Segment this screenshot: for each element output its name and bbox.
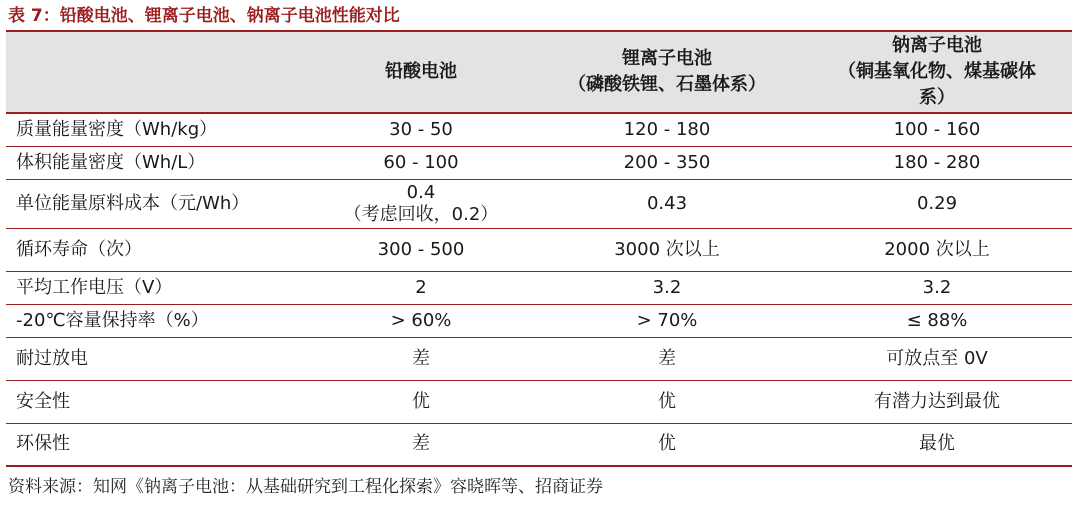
- table-row: [6, 271, 1072, 304]
- table-header-row: [6, 31, 1072, 113]
- source-note: 资料来源：知网《钠离子电池：从基础研究到工程化探索》容晓晖等、招商证券: [8, 477, 603, 497]
- cell-sodium-ion: 有潜力达到最优: [874, 390, 1000, 412]
- cell-sodium-ion: 3.2: [922, 276, 952, 298]
- row-label: 体积能量密度（Wh/L）: [16, 151, 206, 173]
- cell-sodium-ion: 180 - 280: [893, 151, 981, 173]
- cell-lead-acid: 优: [412, 390, 430, 412]
- header-lithium-ion: 锂离子电池 （磷酸铁锂、石墨体系）: [568, 48, 766, 95]
- cell-lead-acid-value: 0.4: [406, 181, 436, 203]
- table-row: [6, 304, 1072, 337]
- cell-sodium-ion: 最优: [919, 433, 955, 455]
- cell-lithium-ion: 差: [658, 347, 676, 369]
- row-label: 安全性: [16, 390, 70, 412]
- cell-lead-acid: 300 - 500: [377, 238, 465, 260]
- cell-sodium-ion: ≤ 88%: [906, 309, 968, 331]
- cell-sodium-ion: 0.29: [916, 192, 958, 214]
- cell-lead-acid-note: （考虑回收，0.2）: [343, 203, 499, 225]
- cell-lead-acid: 差: [412, 347, 430, 369]
- row-label: 环保性: [16, 433, 70, 455]
- cell-lithium-ion: > 70%: [636, 309, 698, 331]
- table-row: [6, 380, 1072, 423]
- cell-lithium-ion: 3000 次以上: [614, 238, 720, 260]
- header-blank: [6, 31, 310, 113]
- comparison-table: [6, 30, 1072, 467]
- cell-sodium-ion: 2000 次以上: [884, 238, 990, 260]
- cell-lead-acid: 2: [415, 276, 427, 298]
- cell-sodium-ion: 100 - 160: [893, 118, 981, 140]
- cell-lithium-ion: 0.43: [646, 192, 688, 214]
- header-lead-acid: 铅酸电池: [385, 61, 457, 82]
- table-title: 表 7：铅酸电池、锂离子电池、钠离子电池性能对比: [8, 6, 400, 26]
- cell-lithium-ion: 120 - 180: [623, 118, 711, 140]
- cell-lead-acid: 30 - 50: [389, 118, 453, 140]
- header-sodium-ion: 钠离子电池 （铜基氧化物、煤基碳体 系）: [838, 35, 1036, 108]
- cell-lithium-ion: 3.2: [652, 276, 682, 298]
- table-row: [6, 113, 1072, 146]
- table-row: [6, 423, 1072, 466]
- cell-lead-acid: 60 - 100: [383, 151, 459, 173]
- cell-lead-acid: 差: [412, 433, 430, 455]
- row-label: 耐过放电: [16, 347, 88, 369]
- cell-lithium-ion: 优: [658, 390, 676, 412]
- row-label: 平均工作电压（V）: [16, 276, 173, 298]
- row-label: 质量能量密度（Wh/kg）: [16, 118, 218, 140]
- row-label: 循环寿命（次）: [16, 238, 142, 260]
- row-label: -20℃容量保持率（%）: [16, 309, 209, 331]
- table-row: [6, 146, 1072, 179]
- cell-lithium-ion: 优: [658, 433, 676, 455]
- table-row: [6, 179, 1072, 228]
- row-label: 单位能量原料成本（元/Wh）: [16, 192, 250, 214]
- cell-lead-acid: > 60%: [390, 309, 452, 331]
- table-row: [6, 337, 1072, 380]
- cell-lead-acid: [310, 179, 532, 228]
- cell-lithium-ion: 200 - 350: [623, 151, 711, 173]
- table-row: [6, 228, 1072, 271]
- cell-sodium-ion: 可放点至 0V: [886, 347, 988, 369]
